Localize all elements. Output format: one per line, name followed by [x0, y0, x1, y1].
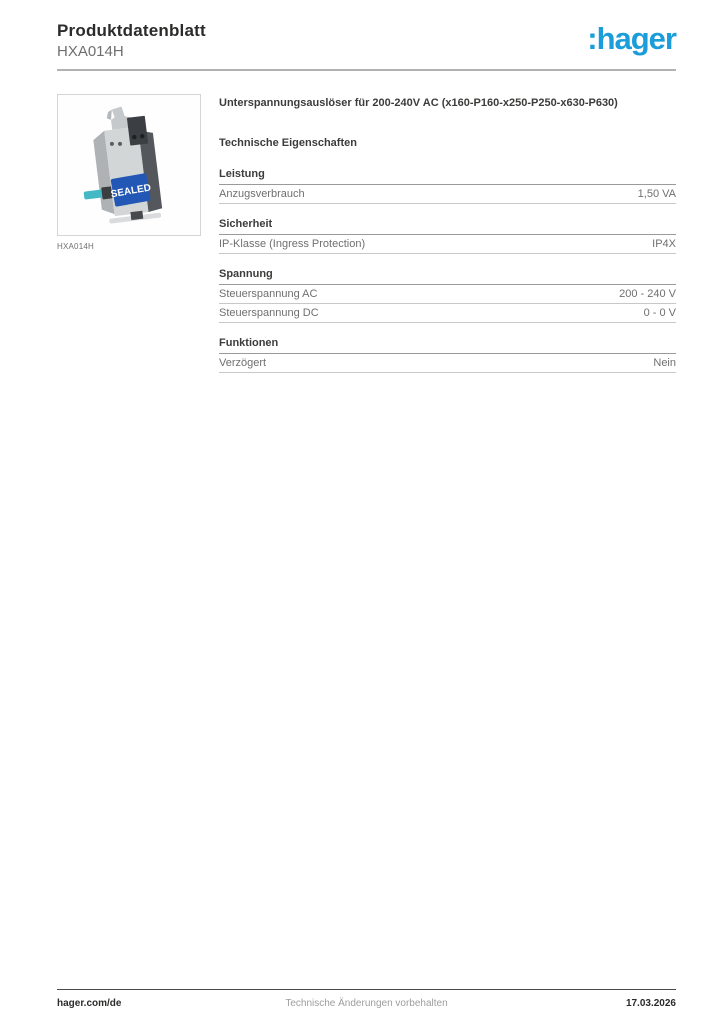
- spec-section: [219, 268, 676, 323]
- spec-section-header: Sicherheit: [219, 218, 676, 235]
- spec-value: 200 - 240 V: [619, 288, 676, 301]
- image-caption: HXA014H: [57, 242, 94, 251]
- footer-divider: [57, 989, 676, 990]
- spec-label: Steuerspannung AC: [219, 288, 318, 301]
- footer-website: hager.com/de: [57, 998, 122, 1009]
- product-reference: HXA014H: [57, 43, 124, 60]
- product-title: Unterspannungsauslöser für 200-240V AC (x160-P160-x250-P250-x630-P630): [219, 97, 618, 109]
- spec-section-header: Funktionen: [219, 337, 676, 354]
- spec-value: 0 - 0 V: [643, 307, 676, 320]
- product-image-column: [57, 94, 203, 251]
- spec-section: [219, 337, 676, 373]
- page-title: Produktdatenblatt: [57, 21, 206, 40]
- specs-table: [219, 168, 676, 373]
- product-image: [57, 94, 201, 236]
- sealed-label: SEALED: [110, 182, 152, 201]
- spec-row: [219, 235, 676, 254]
- spec-label: Anzugsverbrauch: [219, 188, 305, 201]
- tech-heading: Technische Eigenschaften: [219, 137, 357, 150]
- footer: [57, 989, 676, 1010]
- footer-date: 17.03.2026: [625, 998, 676, 1009]
- spec-value: 1,50 VA: [637, 188, 676, 201]
- device-illustration: [77, 102, 181, 228]
- spec-label: Verzögert: [219, 357, 267, 370]
- hager-logo: :hager: [587, 21, 676, 56]
- spec-value: IP4X: [652, 238, 676, 251]
- spec-row: [219, 285, 676, 304]
- spec-section-header: Leistung: [219, 168, 676, 185]
- spec-value: Nein: [653, 357, 676, 370]
- spec-section-header: Spannung: [219, 268, 676, 285]
- spec-row: [219, 185, 676, 204]
- spec-label: Steuerspannung DC: [219, 307, 319, 320]
- spec-row: [219, 354, 676, 373]
- footer-notice: Technische Änderungen vorbehalten: [285, 998, 448, 1009]
- spec-row: [219, 304, 676, 323]
- spec-section: [219, 218, 676, 254]
- header: [0, 0, 724, 60]
- spec-column: [219, 94, 676, 373]
- spec-section: [219, 168, 676, 204]
- main-content: [0, 71, 724, 373]
- spec-label: IP-Klasse (Ingress Protection): [219, 238, 366, 251]
- footer-content: [57, 998, 676, 1010]
- header-titles: [57, 21, 206, 60]
